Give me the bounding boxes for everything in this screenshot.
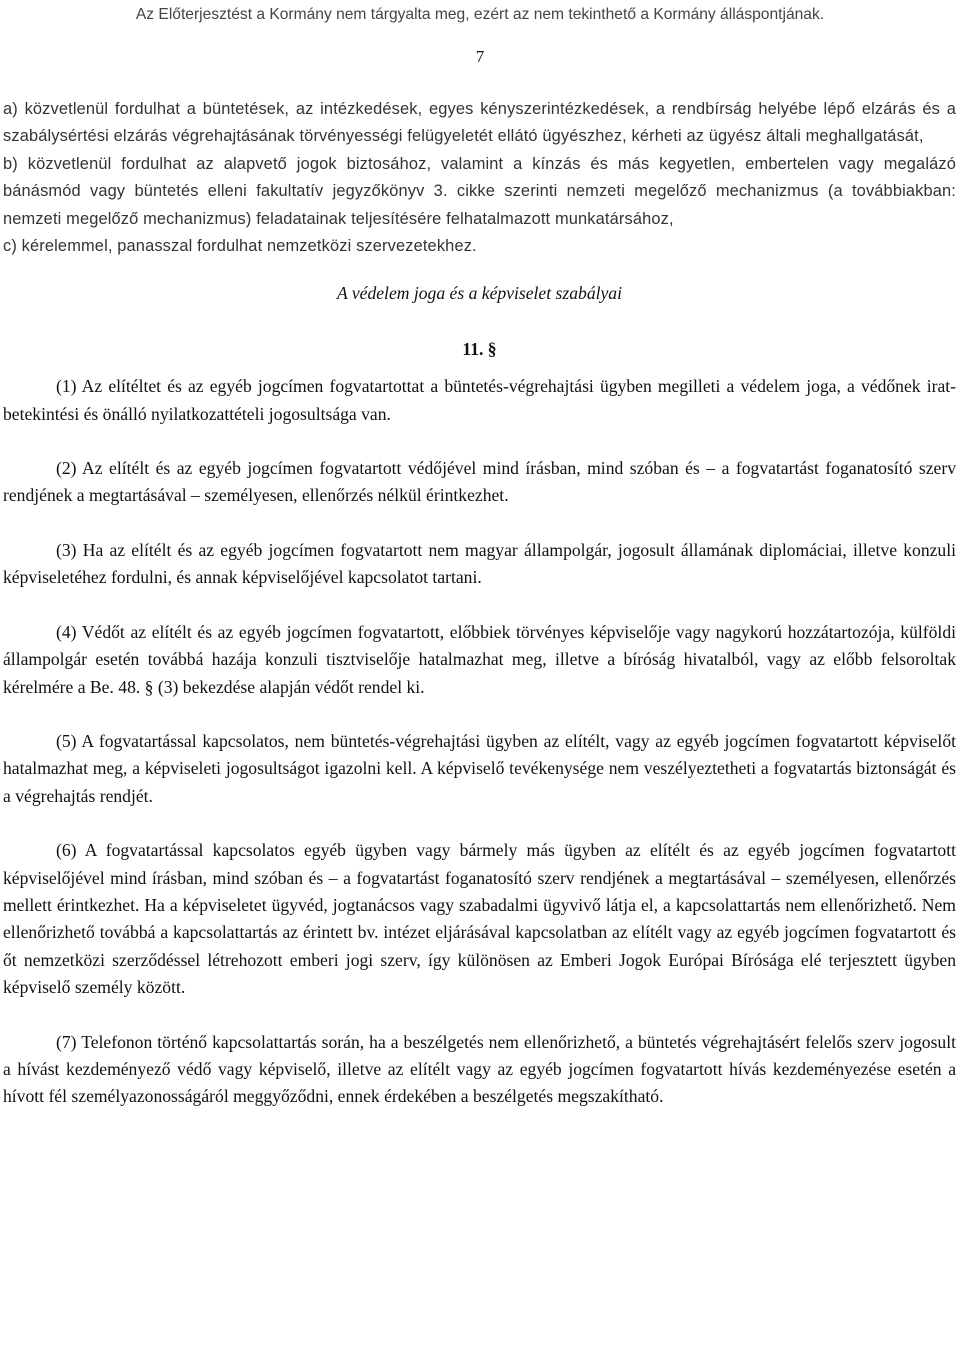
paragraph-4: (4) Védőt az elítélt és az egyéb jogcímen fogvatartott, előbbiek törvényes képviselője vagy nagykorú hozzátartozója, külföldi állampolgár esetén továbbá hazája konzuli tisztviselője hatalmazhat meg, illetve a bíróság hivatalból, vagy az előbb felsoroltak kérelmére a Be. 48. § (3) bekezdése alapján védőt rendel ki.: [3, 621, 956, 697]
list-item-c: c) kérelemmel, panasszal fordulhat nemzetközi szervezetekhez.: [3, 237, 477, 256]
section-title: A védelem joga és a képviselet szabályai: [337, 283, 622, 304]
paragraph-6: (6) A fogvatartással kapcsolatos egyéb ügyben vagy bármely más ügyben az elítélt és az egyéb jogcímen fogvatartott képviselőjével mind írásban, mind szóban és – a fogvatartást foganatosító szerv rendjének a megtartásával – személyesen, ellenőrzés mellett érintkezhet. Ha a képviseletet ügyvéd, jogtanácsos vagy szabadalmi ügyvivő látja el, a kapcsolattartás nem ellenőrizhető. Nem ellenőrizhető továbbá a kapcsolattartás az érintett bv. intézet eljárásával kapcsolatban az elítélt vagy az egyéb jogcímen fogvatartott és őt nemzetközi szerződéssel létrehozott emberi jogi szerv, így különösen az Emberi Jogok Európai Bírósága elé terjesztett ügyben képviselő személy között.: [3, 840, 956, 998]
paragraph-2: (2) Az elítélt és az egyéb jogcímen fogvatartott védőjével mind írásban, mind szóban és – a fogvatartást foganatosító szerv rendjének a megtartásával – személyesen, ellenőrzés nélkül érintkezhet.: [3, 458, 956, 506]
list-item-a: a) közvetlenül fordulhat a büntetések, az intézkedések, egyes kényszerintézkedések, a rendbírság helyébe lépő elzárás és a szabálysértési elzárás végrehajtásának törvényességi felügyeletét ellátó ügyészhez, kérheti az ügyész általi meghallgatását,: [3, 100, 956, 146]
paragraph-7: (7) Telefonon történő kapcsolattartás során, ha a beszélgetés nem ellenőrizhető, a büntetés végrehajtásért felelős szerv jogosult a hívást kezdeményező védő vagy képviselő, illetve az elítélt vagy az egyéb jogcímen fogvatartott hívás kezdeményezése esetén a hívott fél személyazonosságáról meggyőződni, ennek érdekében a beszélgetés megszakítható.: [3, 1031, 956, 1107]
paragraph-5: (5) A fogvatartással kapcsolatos, nem büntetés-végrehajtási ügyben az elítélt, vagy az egyéb jogcímen fogvatartott képviselőt hatalmazhat meg, a képviseleti jogosultságot igazolni kell. A képviselő tevékenysége nem veszélyeztetheti a fogvatartás biztonságát és a végrehajtás rendjét.: [3, 730, 956, 806]
government-notice-header: Az Előterjesztést a Kormány nem tárgyalta meg, ezért az nem tekinthető a Kormány álláspontjának.: [135, 6, 825, 23]
list-item-b: b) közvetlenül fordulhat az alapvető jogok biztosához, valamint a kínzás és más kegyetlen, embertelen vagy megalázó bánásmód vagy büntetés elleni fakultatív jegyzőkönyv 3. cikke szerinti nemzeti megelőző mechanizmus (a továbbiakban: nemzeti megelőző mechanizmus) feladatainak teljesítésére felhatalmazott munkatársához,: [3, 154, 956, 228]
section-number: 11. §: [462, 338, 497, 359]
paragraph-1: (1) Az elítéltet és az egyéb jogcímen fogvatartottat a büntetés-végrehajtási ügyben megilleti a védelem joga, a védőnek irat-betekintési és önálló nyilatkozattételi jogosultsága van.: [3, 376, 956, 424]
document-body: [3, 96, 956, 1111]
page-number: 7: [475, 47, 485, 66]
paragraph-3: (3) Ha az elítélt és az egyéb jogcímen fogvatartott nem magyar állampolgár, jogosult államának diplomáciai, illetve konzuli képviseletéhez fordulni, és annak képviselőjével kapcsolatot tartani.: [3, 539, 956, 588]
